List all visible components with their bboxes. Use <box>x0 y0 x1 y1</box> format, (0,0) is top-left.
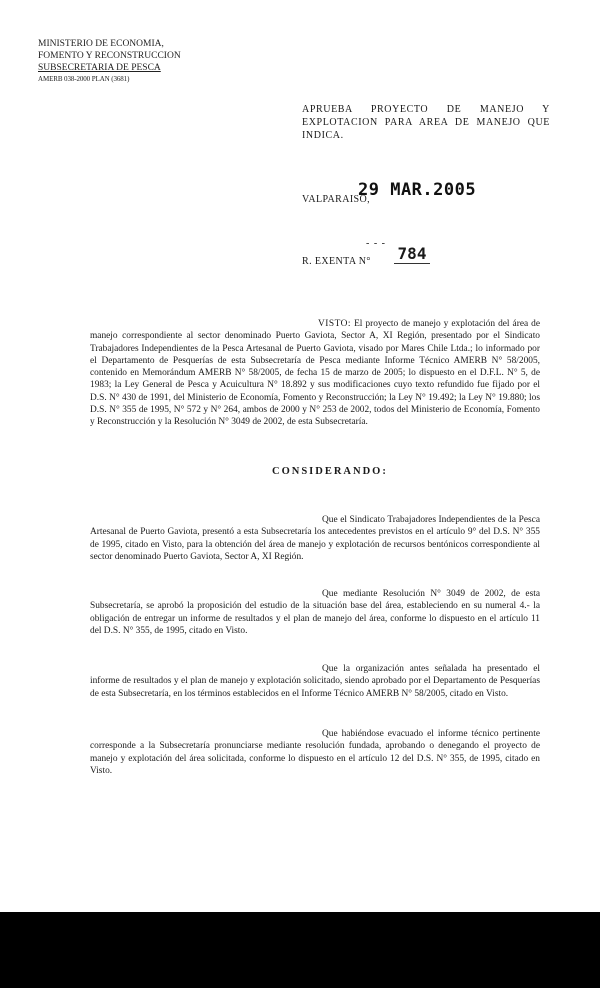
ministry-line-1: MINISTERIO DE ECONOMIA, <box>38 39 164 49</box>
paragraph-text: Que habiéndose evacuado el informe técnico pertinente corresponde a la Subsecretaría pronunciarse mediante resolución fundada, aprobando o denegando el proyecto de manejo y explotación del área solicitada, conforme lo dispuesto en el artículo 12 del D.S. N° 355, de 1995, citado en Visto. <box>90 729 540 776</box>
considerando-paragraph-4 <box>90 728 540 777</box>
place-label: VALPARAISO, <box>302 194 371 205</box>
resolution-label: R. EXENTA N° <box>302 256 371 267</box>
considerando-paragraph-2 <box>90 588 540 637</box>
considerando-paragraph-1 <box>90 514 540 563</box>
paragraph-text: Que mediante Resolución N° 3049 de 2002, de esta Subsecretaría, se aprobó la proposición del estudio de la situación base del área, estableciendo en su numeral 4.- la obligación de entregar un informe de resultados y el plan de manejo del área, conforme lo dispuesto en el artículo 11 del D.S. N° 355, de 1995, citado en Visto. <box>90 589 540 636</box>
ministry-ref: AMERB 038-2000 PLAN (3681) <box>38 75 130 83</box>
visto-paragraph <box>90 318 540 429</box>
visto-label: VISTO: <box>318 319 352 329</box>
paragraph-text: Que la organización antes señalada ha presentado el informe de resultados y el plan de manejo y explotación solicitado, siendo aprobado por el Departamento de Pesquerías de esta Subsecretaría, en los términos establecidos en el Informe Técnico AMERB N° 58/2005, citado en Visto. <box>90 664 540 699</box>
resolution-dashes: - - - <box>366 238 386 249</box>
considerando-title: CONSIDERANDO: <box>272 466 388 477</box>
resolution-number: 784 <box>394 244 430 264</box>
considerando-paragraph-3 <box>90 663 540 700</box>
scan-bottom-band <box>0 912 600 988</box>
place-date <box>302 180 562 210</box>
visto-text: El proyecto de manejo y explotación del área de manejo correspondiente al sector denominado Puerto Gaviota, Sector A, XI Región, presentado por el Sindicato Trabajadores Independientes de la Pesca Artesanal de Puerto Gaviota, visado por Mares Chile Ltda.; lo informado por el Departamento de Pesquerías de esta Subsecretaría de Pesca mediante Informe Técnico AMERB N° 58/2005, contenido en Memorándum AMERB N° 58/2005, de fecha 15 de marzo de 2005; lo dispuesto en el D.F.L. N° 5, de 1983; la Ley General de Pesca y Acuicultura N° 18.892 y sus modificaciones cuyo texto refundido fue fijado por el D.S. N° 430 de 1991, del Ministerio de Economía, Fomento y Reconstrucción; la Ley N° 19.492; la Ley N° 19.880; los D.S. N° 355 de 1995, N° 572 y N° 264, ambos de 2000 y N° 253 de 2002, todos del Ministerio de Economía, Fomento y Reconstrucción y la Resolución N° 3049 de 2002, de esta Subsecretaría. <box>90 319 541 428</box>
paragraph-text: Que el Sindicato Trabajadores Independientes de la Pesca Artesanal de Puerto Gaviota, presentó a esta Subsecretaría los antecedentes previstos en el artículo 9° del D.S. N° 355 de 1995, citado en Visto, para la obtención del área de manejo y explotación de recursos bentónicos correspondiente al sector denominado Puerto Gaviota, Sector A, XI Región. <box>90 515 540 562</box>
ministry-line-3: SUBSECRETARIA DE PESCA <box>38 63 161 73</box>
date-stamp: 29 MAR.2005 <box>358 180 477 200</box>
resolution-number-block <box>302 238 462 270</box>
document-heading: APRUEBA PROYECTO DE MANEJO Y EXPLOTACION PARA AREA DE MANEJO QUE INDICA. <box>302 104 550 141</box>
ministry-line-2: FOMENTO Y RECONSTRUCCION <box>38 51 181 61</box>
ministry-header <box>38 38 188 84</box>
